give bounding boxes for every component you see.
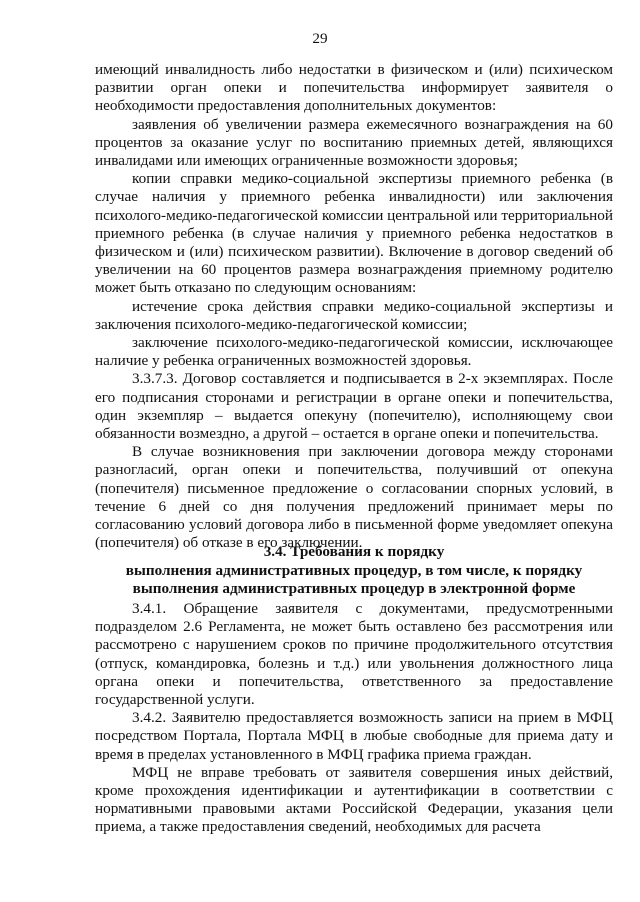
body-text-top	[95, 61, 613, 552]
paragraph: 3.3.7.3. Договор составляется и подписывается в 2-х экземплярах. После его подписания сторонами и регистрации в органе опеки и попечительства, один экземпляр – выдается опекуну (попечителю), исполняющему свои обязанности возмездно, а другой – остается в органе опеки и попечительства.	[95, 370, 613, 443]
section-heading	[95, 543, 613, 599]
paragraph: имеющий инвалидность либо недостатки в физическом и (или) психическом развитии орган опеки и попечительства информирует заявителя о необходимости предоставления дополнительных документов:	[95, 61, 613, 115]
paragraph: МФЦ не вправе требовать от заявителя совершения иных действий, кроме прохождения идентификации и аутентификации в соответствии с нормативными правовыми актами Российской Федерации, указания цели приема, а также предоставления сведений, необходимых для расчета	[95, 763, 613, 836]
body-text-bottom	[95, 600, 613, 837]
paragraph: заключение психолого-медико-педагогической комиссии, исключающее наличие у ребенка ограниченных возможностей здоровья.	[95, 334, 613, 370]
paragraph: 3.4.1. Обращение заявителя с документами, предусмотренными подразделом 2.6 Регламента, не может быть оставлено без рассмотрения или рассмотрено с нарушением сроков по причине продолжительного отсутствия (отпуск, командировка, болезнь и т.д.) или увольнения должностного лица органа опеки и попечительства, ответственного за предоставление государственной услуги.	[95, 600, 613, 709]
paragraph: В случае возникновения при заключении договора между сторонами разногласий, орган опеки и попечительства, получивший от опекуна (попечителя) письменное предложение о согласовании спорных условий, в течение 6 дней со дня получения предложений принимает меры по согласованию условий договора либо в письменной форме уведомляет опекуна (попечителя) об отказе в его заключении.	[95, 443, 613, 552]
paragraph: 3.4.2. Заявителю предоставляется возможность записи на прием в МФЦ посредством Портала, Портала МФЦ в любые свободные для приема дату и время в пределах установленного в МФЦ графика приема граждан.	[95, 709, 613, 763]
paragraph: копии справки медико-социальной экспертизы приемного ребенка (в случае наличия у приемного ребенка инвалидности) или заключения психолого-медико-педагогической комиссии центральной или территориальной приемного ребенка (в случае наличия у приемного ребенка недостатков в физическом и (или) психическом развитии). Включение в договор сведений об увеличении на 60 процентов размера вознаграждения приемному родителю может быть отказано по следующим основаниям:	[95, 170, 613, 297]
section-heading-line: 3.4. Требования к порядку	[263, 543, 445, 560]
section-heading-line: выполнения административных процедур в электронной форме	[132, 580, 576, 597]
paragraph: истечение срока действия справки медико-социальной экспертизы и заключения психолого-медико-педагогической комиссии;	[95, 297, 613, 333]
paragraph: заявления об увеличении размера ежемесячного вознаграждения на 60 процентов за оказание услуг по воспитанию приемных детей, являющихся инвалидами или имеющих ограниченные возможности здоровья;	[95, 115, 613, 170]
section-heading-line: выполнения административных процедур, в том числе, к порядку	[125, 561, 583, 579]
page-number: 29	[312, 30, 328, 47]
